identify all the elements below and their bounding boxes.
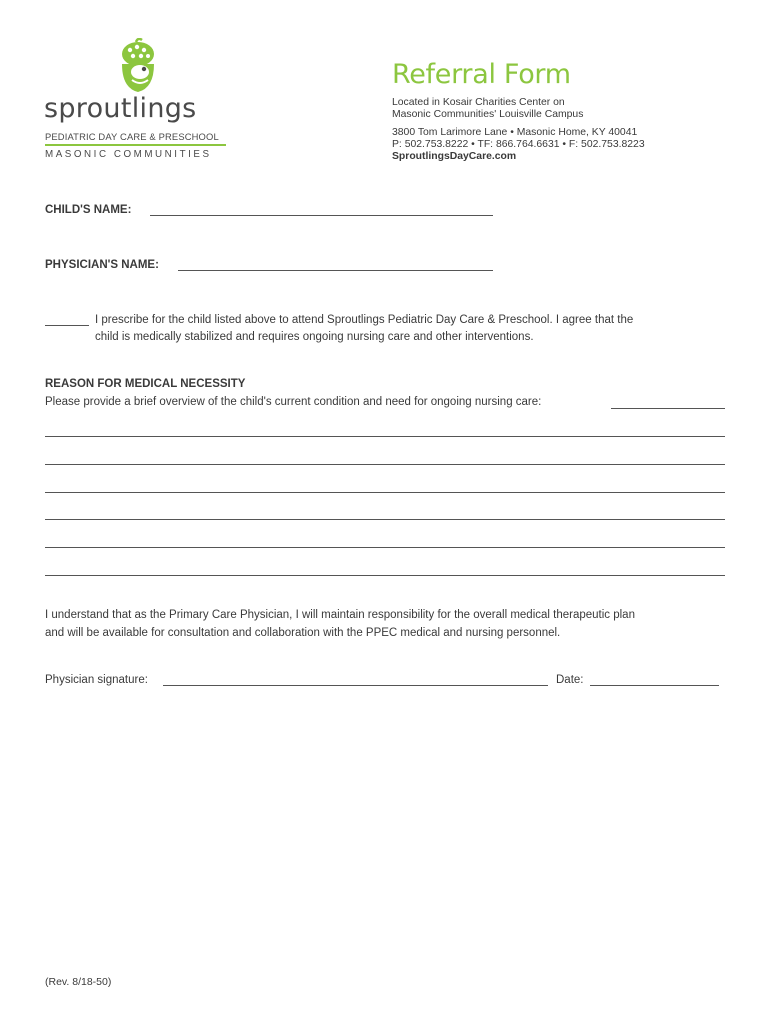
necessity-answer-line[interactable] [45,436,725,437]
responsibility-statement-line-1: I understand that as the Primary Care Physician, I will maintain responsibility for the overall medical therapeutic plan [45,609,635,621]
form-title: Referral Form [392,59,571,90]
physician-name-label: PHYSICIAN'S NAME: [45,259,159,271]
necessity-prompt: Please provide a brief overview of the child's current condition and need for ongoing nursing care: [45,396,542,408]
acorn-sprout-icon [108,38,168,96]
website-link[interactable]: SproutlingsDayCare.com [392,151,517,162]
location-line-1: Located in Kosair Charities Center on [392,97,565,108]
sproutlings-logo [44,38,229,163]
physician-signature-field[interactable] [163,685,548,686]
prescription-statement-line-1: I prescribe for the child listed above to attend Sproutlings Pediatric Day Care & Preschool. I agree that the [95,314,634,326]
necessity-answer-line[interactable] [45,519,725,520]
prescription-initials-field[interactable] [45,325,89,326]
location-line-2: Masonic Communities' Louisville Campus [392,109,584,120]
date-label: Date: [556,674,584,686]
brand-divider [45,144,226,146]
brand-name: sproutlings [44,93,197,124]
brand-subline: MASONIC COMMUNITIES [45,149,212,160]
phone-numbers: P: 502.753.8222 • TF: 866.764.6631 • F: 502.753.8223 [392,139,645,150]
necessity-answer-line[interactable] [45,575,725,576]
physician-signature-label: Physician signature: [45,674,148,686]
necessity-answer-line[interactable] [45,464,725,465]
responsibility-statement-line-2: and will be available for consultation and collaboration with the PPEC medical and nursing personnel. [45,627,561,639]
child-name-label: CHILD'S NAME: [45,204,132,216]
child-name-field[interactable] [150,215,493,216]
revision-note: (Rev. 8/18-50) [45,976,112,988]
physician-name-field[interactable] [178,270,493,271]
prescription-statement-line-2: child is medically stabilized and requires ongoing nursing care and other interventions. [95,331,534,343]
street-address: 3800 Tom Larimore Lane • Masonic Home, KY 40041 [392,127,638,138]
necessity-answer-line[interactable] [611,408,725,409]
necessity-answer-line[interactable] [45,547,725,548]
necessity-section-title: REASON FOR MEDICAL NECESSITY [45,378,246,390]
brand-tagline: PEDIATRIC DAY CARE & PRESCHOOL [45,131,219,142]
necessity-answer-line[interactable] [45,492,725,493]
date-field[interactable] [590,685,719,686]
